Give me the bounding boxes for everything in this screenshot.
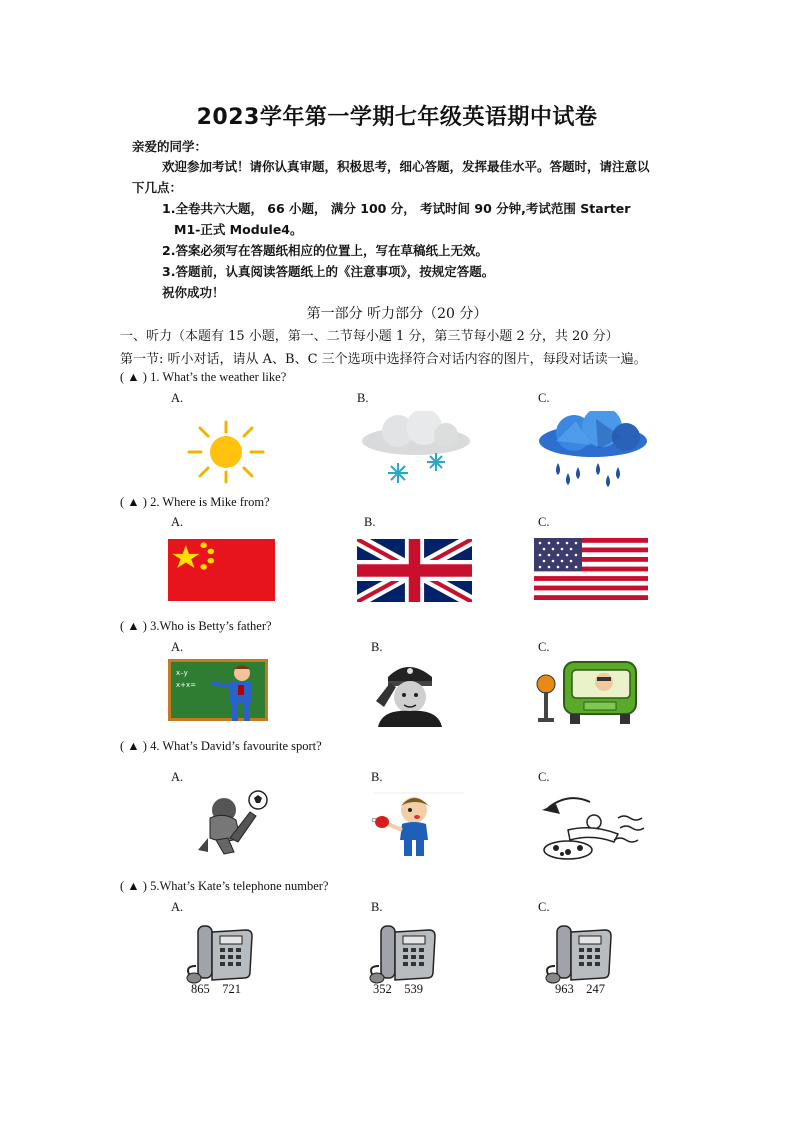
question-5: ( ▲ ) 5.What’s Kate’s telephone number? bbox=[120, 879, 329, 893]
usa-flag-icon bbox=[534, 538, 648, 600]
svg-text:x–y: x–y bbox=[176, 669, 188, 677]
q2-option-a: A. bbox=[171, 515, 184, 529]
uk-flag-icon bbox=[357, 539, 472, 602]
note-2: 2.答案必须写在答题纸相应的位置上，写在草稿纸上无效。 bbox=[162, 243, 488, 258]
part-heading: 第一部分 听力部分（20 分） bbox=[306, 306, 488, 322]
snow-cloud-icon bbox=[358, 411, 474, 489]
q2-option-c: C. bbox=[538, 515, 550, 529]
sun-icon bbox=[183, 418, 269, 486]
china-flag-icon bbox=[168, 539, 275, 601]
teacher-icon bbox=[168, 659, 270, 725]
telephone-icon-b bbox=[369, 922, 437, 984]
question-1: ( ▲ ) 1. What’s the weather like? bbox=[120, 370, 287, 384]
note-3: 3.答题前，认真阅读答题纸上的《注意事项》，按规定答题。 bbox=[162, 264, 495, 279]
q2-option-b: B. bbox=[364, 515, 376, 529]
phone-number-b: 352 539 bbox=[373, 982, 423, 996]
bus-driver-icon bbox=[534, 658, 640, 724]
question-2: ( ▲ ) 2. Where is Mike from? bbox=[120, 495, 270, 509]
q4-option-a: A. bbox=[171, 770, 184, 784]
q3-option-c: C. bbox=[538, 640, 550, 654]
subsection-heading: 第一节: 听小对话，请从 A、B、C 三个选项中选择符合对话内容的图片，每段对话读一遍。 bbox=[120, 352, 647, 367]
intro-line-1: 欢迎参加考试！请你认真审题，积极思考，细心答题，发挥最佳水平。答题时，请注意以 bbox=[162, 159, 650, 174]
q5-option-c: C. bbox=[538, 900, 550, 914]
table-tennis-icon bbox=[368, 790, 464, 860]
telephone-icon-a bbox=[186, 922, 254, 984]
q4-option-b: B. bbox=[371, 770, 383, 784]
q5-option-a: A. bbox=[171, 900, 184, 914]
q3-option-b: B. bbox=[371, 640, 383, 654]
phone-number-a: 865 721 bbox=[191, 982, 241, 996]
phone-number-c: 963 247 bbox=[555, 982, 605, 996]
football-icon bbox=[190, 788, 276, 856]
q1-option-a: A. bbox=[171, 391, 184, 405]
svg-text:x+x=: x+x= bbox=[176, 681, 197, 689]
q1-option-c: C. bbox=[538, 391, 550, 405]
exam-title: 2023学年第一学期七年级英语期中试卷 bbox=[196, 105, 598, 130]
telephone-icon-c bbox=[545, 922, 613, 984]
intro-line-2: 下几点： bbox=[132, 180, 183, 195]
note-1: 1.全卷共六大题， 66 小题， 满分 100 分， 考试时间 90 分钟,考试范围 Starter bbox=[162, 201, 631, 216]
swimming-icon bbox=[538, 788, 650, 860]
section-heading: 一、听力（本题有 15 小题，第一、二节每小题 1 分，第三节每小题 2 分，共 20 分） bbox=[120, 329, 619, 344]
note-wish: 祝你成功！ bbox=[162, 285, 225, 300]
policeman-icon bbox=[372, 657, 444, 727]
q4-option-c: C. bbox=[538, 770, 550, 784]
q1-option-b: B. bbox=[357, 391, 369, 405]
q5-option-b: B. bbox=[371, 900, 383, 914]
question-3: ( ▲ ) 3.Who is Betty’s father? bbox=[120, 619, 272, 633]
q3-option-a: A. bbox=[171, 640, 184, 654]
question-4: ( ▲ ) 4. What’s David’s favourite sport? bbox=[120, 739, 322, 753]
rain-cloud-icon bbox=[536, 411, 650, 489]
note-1-cont: M1-正式 Module4。 bbox=[174, 222, 303, 237]
greeting: 亲爱的同学： bbox=[132, 139, 208, 154]
